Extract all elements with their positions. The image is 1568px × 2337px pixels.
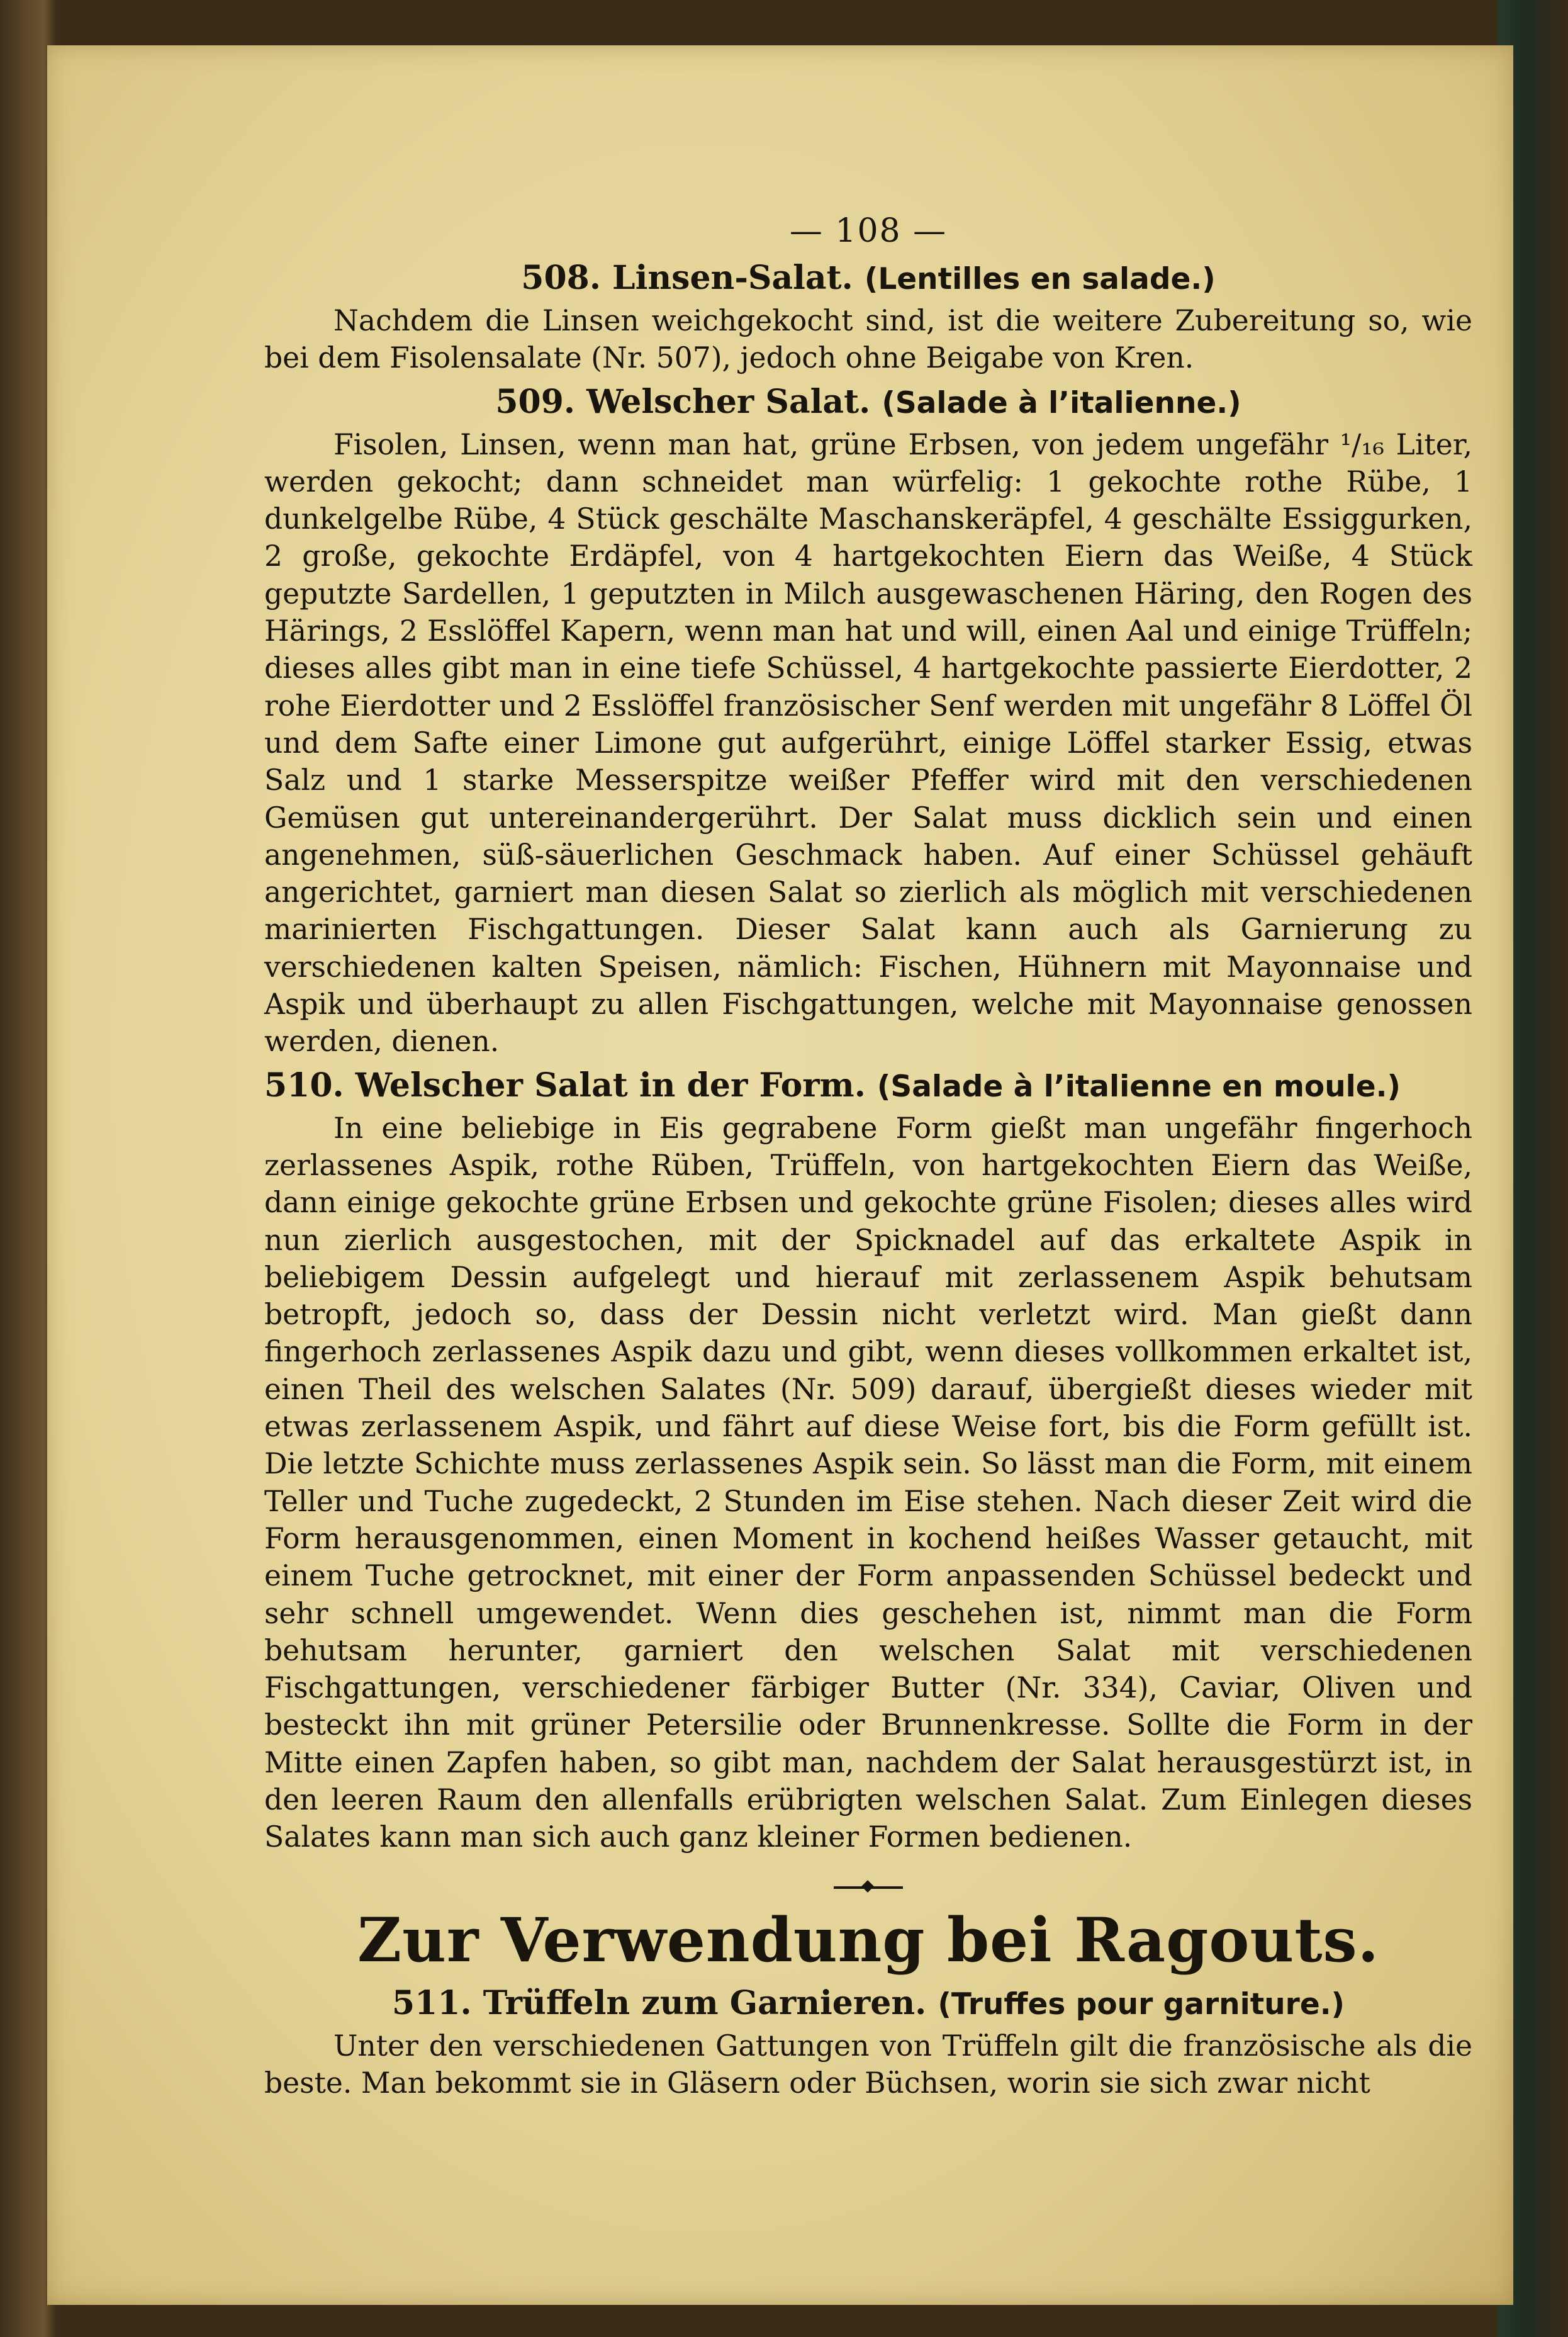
recipe-heading-511 [264,1983,1472,2025]
recipe-number: 511. [391,1983,472,2022]
recipe-text-509: Fisolen, Linsen, wenn man hat, grüne Erbsen, von jedem ungefähr ¹/₁₆ Liter, werden gekocht; dann schneidet man würfelig: 1 gekochte rothe Rübe, 1 dunkelgelbe Rübe, 4 Stück geschälte Maschanskeräpfel, 4 geschälte Essiggurken, 2 große, gekochte Erdäpfel, von 4 hartgekochten Eiern das Weiße, 4 Stück geputzte Sardellen, 1 geputzten in Milch ausgewaschenen Häring, den Rogen des Härings, 2 Esslöffel Kapern, wenn man hat und will, einen Aal und einige Trüffeln; dieses alles gibt man in eine tiefe Schüssel, 4 hartgekochte passierte Eierdotter, 2 rohe Eierdotter und 2 Esslöffel französischer Senf werden mit ungefähr 8 Löffel Öl und dem Safte einer Limone gut aufgerührt, einige Löffel starker Essig, etwas Salz und 1 starke Messerspitze weißer Pfeffer wird mit den verschiedenen Gemüsen gut untereinandergerührt. Der Salat muss dicklich sein und einen angenehmen, süß-säuerlichen Geschmack haben. Auf einer Schüssel gehäuft angerichtet, garniert man diesen Salat so zierlich als möglich mit verschiedenen marinierten Fischgattungen. Dieser Salat kann auch als Garnierung zu verschiedenen kalten Speisen, nämlich: Fischen, Hühnern mit Mayonnaise und Aspik und überhaupt zu allen Fischgattungen, welche mit Mayonnaise genossen werden, dienen. [264,427,1472,1059]
page-number: — 108 — [789,212,948,250]
recipe-title-de: Welscher Salat in der Form. [355,1066,866,1105]
recipe-heading-508 [264,258,1472,300]
section-title: Zur Verwendung bei Ragouts. [357,1904,1380,1976]
recipe-number: 510. [264,1066,344,1105]
recipe-text-511: Unter den verschiedenen Gattungen von Trüffeln gilt die französische als die beste. Man bekommt sie in Gläsern oder Büchsen, worin sie sich zwar nicht [264,2029,1472,2100]
recipe-text-510: In eine beliebige in Eis gegrabene Form gießt man ungefähr fingerhoch zerlassenes Aspik, rothe Rüben, Trüffeln, von hartgekochten Eiern das Weiße, dann einige gekochte grüne Erbsen und gekochte grüne Fisolen; dieses alles wird nun zierlich ausgestochen, mit der Spicknadel auf das erkaltete Aspik in beliebigem Dessin aufgelegt und hierauf mit zerlassenem Aspik behutsam betropft, jedoch so, dass der Dessin nicht verletzt wird. Man gießt dann fingerhoch zerlassenes Aspik dazu und gibt, wenn dieses vollkommen erkaltet ist, einen Theil des welschen Salates (Nr. 509) darauf, übergießt dieses wieder mit etwas zerlassenem Aspik, und fährt auf diese Weise fort, bis die Form gefüllt ist. Die letzte Schichte muss zerlassenes Aspik sein. So lässt man die Form, mit einem Teller und Tuche zugedeckt, 2 Stunden im Eise stehen. Nach dieser Zeit wird die Form herausgenommen, einen Moment in kochend heißes Wasser getaucht, mit einem Tuche getrocknet, mit einer der Form anpassenden Schüssel bedeckt und sehr schnell umgewendet. Wenn dies geschehen ist, nimmt man die Form behutsam herunter, garniert den welschen Salat mit verschiedenen Fischgattungen, verschiedener färbiger Butter (Nr. 334), Caviar, Oliven und besteckt ihn mit grüner Petersilie oder Brunnenkresse. Sollte die Form in der Mitte einen Zapfen haben, so gibt man, nachdem der Salat herausgestürzt ist, in den leeren Raum den allenfalls erübrigten welschen Salat. Zum Einlegen dieses Salates kann man sich auch ganz kleiner Formen bedienen. [264,1111,1472,1854]
recipe-title-de: Linsen-Salat. [612,259,853,297]
recipe-number: 508. [521,259,601,297]
recipe-title-fr: (Lentilles en salade.) [864,262,1216,296]
recipe-title-de: Welscher Salat. [586,382,871,421]
recipe-text-508: Nachdem die Linsen weichgekocht sind, ist die weitere Zubereitung so, wie bei dem Fisolensalate (Nr. 507), jedoch ohne Beigabe von Kren. [264,304,1472,375]
recipe-heading-510 [264,1066,1472,1107]
page-sheet [47,45,1513,2305]
recipe-heading-509 [264,382,1472,424]
recipe-title-fr: (Salade à l’italienne en moule.) [876,1069,1401,1104]
page-content [264,209,1472,2102]
ornament-divider [834,1886,903,1889]
recipe-title-fr: (Salade à l’italienne.) [882,385,1241,420]
recipe-number: 509. [495,382,575,421]
recipe-title-de: Trüffeln zum Garnieren. [483,1983,927,2022]
recipe-title-fr: (Truffes pour garniture.) [938,1986,1345,2022]
